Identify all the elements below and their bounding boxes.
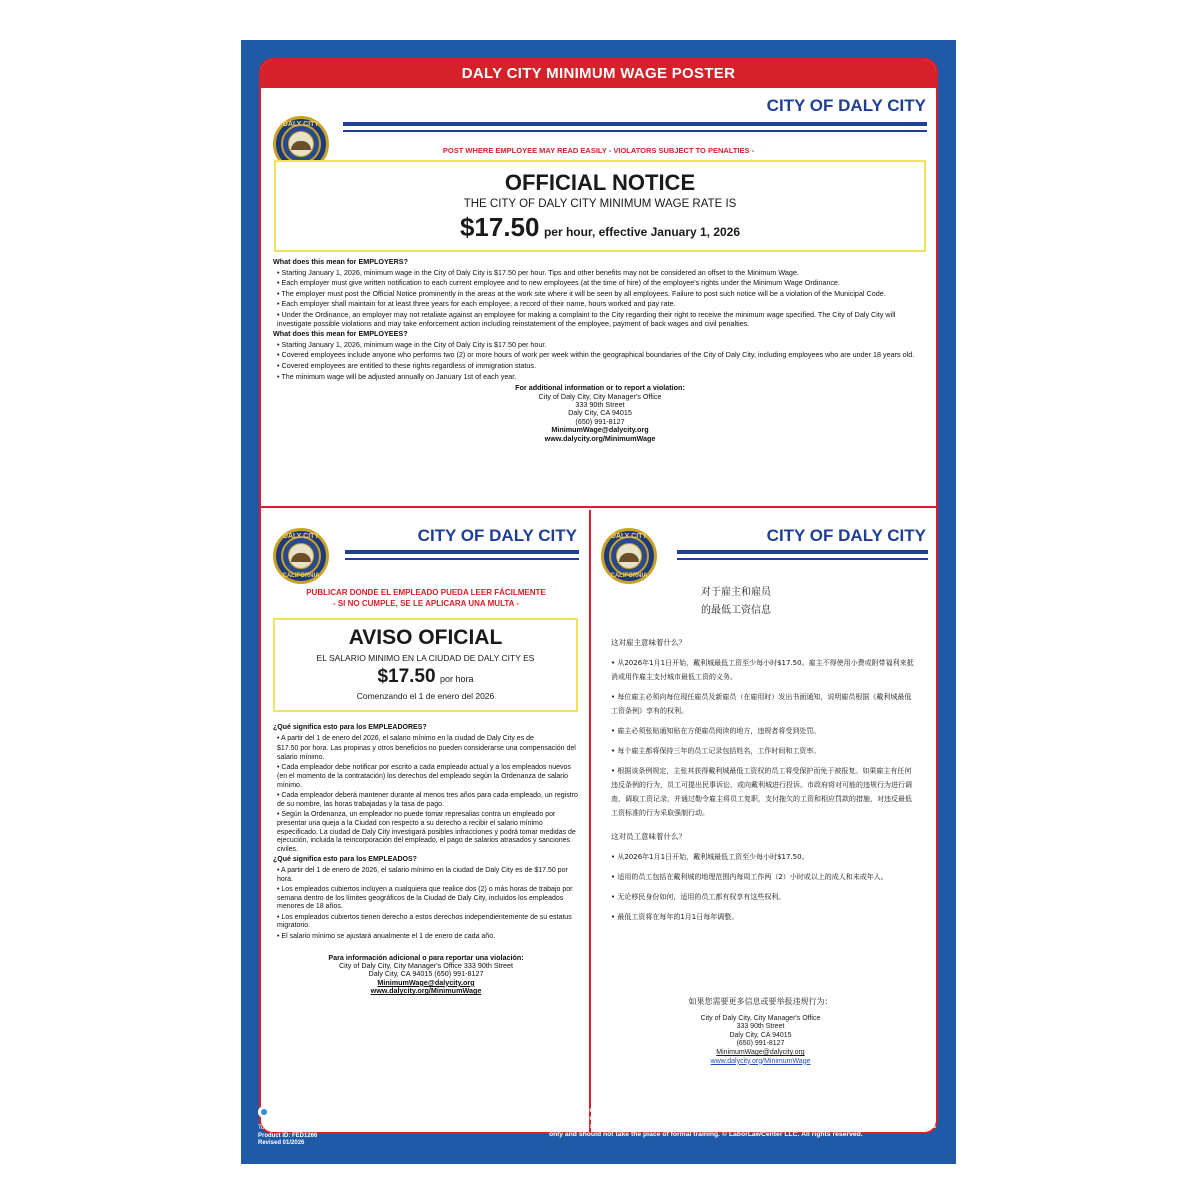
chinese-section — [593, 510, 936, 1134]
list-item: • Starting January 1, 2026, minimum wage in the City of Daly City is $17.50 per hour. Tips and other benefits may not be considered an offset to the Minimum Wage. — [277, 267, 799, 277]
wage-rate-suffix: por hora — [440, 674, 474, 684]
city-seal-icon: DALY CITY CALIFORNIA — [601, 528, 657, 584]
contact-email: MinimumWage@dalycity.org — [377, 977, 475, 987]
list-item: • El salario mínimo se ajustará anualmente el 1 de enero de cada año. — [277, 933, 496, 941]
contact-email: MinimumWage@dalycity.org — [551, 425, 649, 435]
contact-line: City of Daly City, City Manager's Office — [538, 391, 662, 401]
wage-rate: $17.50 — [459, 212, 540, 242]
city-title: CITY OF DALY CITY — [766, 96, 926, 115]
title-rule-thin — [345, 558, 579, 560]
contact-line: 333 90th Street — [575, 399, 625, 409]
list-item: • 每个雇主都将保持三年的员工记录包括姓名，工作时间和工资率。 — [611, 747, 821, 755]
contact-line: Daly City, CA 94015 (650) 991-8127 — [368, 969, 484, 979]
spanish-section — [261, 510, 591, 1134]
list-item: • 根据该条例规定，主张其获得戴利城最低工资权的员工将受保护而免于被报复。如果雇主有任何违反条例的行为，员工可提出民事诉讼，或向戴利城进行投诉。市政府将对可能的违规行为进行调查，调取工资记录，并通过勒令雇主将员工复职，支付拖欠的工资和相应罚款的措施，对违反最低工资标准的行为采取强制行动。 — [611, 767, 912, 817]
english-body — [273, 256, 927, 443]
title-rule — [343, 122, 927, 126]
post-notice: PUBLICAR DONDE EL EMPLEADO PUEDA LEER FÁCILMENTE — [306, 588, 546, 597]
poster-title: DALY CITY MINIMUM WAGE POSTER — [261, 60, 936, 88]
notice-title: OFFICIAL NOTICE — [504, 170, 696, 195]
product-id: Product ID: FED1266 — [258, 1132, 318, 1139]
list-item: • Covered employees are entitled to these rights regardless of immigration status. — [277, 360, 536, 370]
contact-line: 333 90th Street — [736, 1023, 785, 1031]
employers-heading: 这对雇主意味着什么？ — [611, 638, 686, 647]
notice-title: AVISO OFICIAL — [348, 626, 503, 649]
publisher-logo — [258, 1104, 528, 1119]
contact-line: Daly City, CA 94015 — [568, 408, 632, 418]
employees-heading: What does this mean for EMPLOYEES? — [273, 329, 408, 339]
title-rule-thin — [677, 558, 928, 560]
spanish-body — [273, 722, 579, 996]
list-item: • Los empleados cubiertos tienen derecho a estos derechos independientemente de su estatus migratorio. — [277, 913, 572, 930]
list-item: • 最低工资将在每年的1月1日每年调整。 — [611, 913, 739, 921]
publisher-name: LaborLawCenter — [273, 1102, 352, 1113]
contact-line: City of Daly City, City Manager's Office 333 90th Street — [338, 961, 514, 971]
employees-heading: ¿Qué significa esto para los EMPLEADOS? — [273, 856, 417, 864]
list-item: • Según la Ordenanza, un empleador no puede tomar represalias contra un empleado por presentar una queja a la Ciudad con respecto a su derecho a recibir el salario mínimo especificado. La ciudad de Daly City investigará posibles infracciones y podrá tomar medidas de ejecución, incluida la reincorporación del empleado, el pago de salarios atrasados y sanciones civiles. — [277, 811, 576, 853]
list-item: • Each employer shall maintain for at least three years for each employee, a record of their name, hours worked and pay rate. — [277, 299, 676, 309]
contact-line: Daly City, CA 94015 — [729, 1031, 792, 1039]
contact-line: City of Daly City, City Manager's Office — [700, 1014, 821, 1022]
contact-line: (650) 991-8127 — [736, 1040, 785, 1048]
contact-line: (650) 991-8127 — [575, 416, 625, 426]
official-notice-box — [274, 160, 926, 252]
contact-heading: Para información adicional o para reportar una violación: — [328, 952, 524, 962]
list-item: • Under the Ordinance, an employer may not retaliate against an employee for making a complaint to the City regarding their right to receive the minimum wage specified. The City of Daly City will investigate possible violations and may take enforcement action including reinstatement of the employee, payment of back wages and civil penalties. — [277, 309, 896, 328]
wage-rate: $17.50 — [377, 666, 436, 687]
list-item: • 每位雇主必须向每位现任雇员及新雇员（在雇用时）发出书面通知，说明雇员根据《戴利城最低工资条例》享有的权利。 — [611, 693, 912, 715]
city-title: CITY OF DALY CITY — [417, 526, 577, 545]
list-item: • 适用的员工包括在戴利城的地理范围内每周工作两（2）小时或以上的成人和未成年人。 — [611, 873, 888, 881]
contact-heading: 如果您需要更多信息或要举报违规行为： — [688, 997, 833, 1006]
post-notice: POST WHERE EMPLOYEE MAY READ EASILY - VIOLATORS SUBJECT TO PENALTIES - — [442, 146, 755, 155]
official-notice-box — [273, 618, 578, 712]
list-item: • Cada empleador deberá mantener durante al menos tres años para cada empleado, un registro de su nombre, las horas trabajadas y la tasa de pago. — [277, 792, 578, 808]
list-item: • Los empleados cubiertos incluyen a cualquiera que realice dos (2) o más horas de trabajo por semana dentro de los límites geográficos de la Ciudad de Daly City, incluidos los empleados menores de 18 años. — [277, 886, 573, 911]
chinese-body — [611, 630, 915, 930]
reorder-info: To re-order call, 1-800-745-9970 or visit, www.LaborLawCenter.com — [258, 1125, 438, 1132]
list-item: • 从2026年1月1日开始，戴利城最低工资至少每小时$17.50。雇主不得使用小费或附带福利来抵消或用作雇主支付城市最低工资的义务。 — [611, 659, 914, 681]
wage-rate-suffix: per hour, effective January 1, 2026 — [543, 225, 741, 239]
chinese-heading — [593, 584, 879, 620]
contact-website: www.dalycity.org/MinimumWage — [370, 986, 482, 996]
footer-disclaimer: LaborLawCenter LLC does NOT assume responsibility for the use, actions, or decisions made by the employer. LaborLawCenter LLC is NOT providing any legal advice or legal opinion by selling this poster. It is highly recommended that you consult with a legal advisor for your specific situation. The content on this poster is for informational purposes only and should not take the place of formal training. © LaborLawCenter LLC. All rights reserved. — [549, 1107, 937, 1139]
chinese-heading-line: 对于雇主和雇员 — [701, 587, 771, 598]
list-item: • Each employer must give written notification to each current employee and to new employees (at the time of hire) of the employee's rights under the Minimum Wage Ordinance. — [277, 278, 840, 288]
contact-block — [273, 384, 927, 443]
publisher-logo-icon — [258, 1106, 270, 1118]
list-item: • 雇主必须张贴通知贴在方便雇员阅读的地方，违规者将受到处罚。 — [611, 727, 821, 735]
employers-heading: ¿Qué significa esto para los EMPLEADORES? — [273, 724, 427, 731]
list-item: • Covered employees include anyone who performs two (2) or more hours of work per week within the geographical boundaries of the City of Daly City, including employees who are under 18 years old. — [277, 350, 915, 360]
chinese-heading-line: 的最低工资信息 — [701, 605, 771, 616]
post-notice-penalty: - SI NO CUMPLE, SE LE APLICARA UNA MULTA - — [332, 599, 520, 608]
contact-block — [593, 998, 928, 1066]
city-seal-icon: DALY CITY — [273, 116, 329, 172]
notice-subtitle: THE CITY OF DALY CITY MINIMUM WAGE RATE IS — [463, 198, 737, 210]
poster-background — [241, 40, 956, 1164]
city-title: CITY OF DALY CITY — [766, 526, 926, 545]
effective-date: Comenzando el 1 de enero del 2026 — [356, 691, 495, 701]
employees-heading: 这对员工意味着什么？ — [611, 832, 686, 841]
poster-card — [259, 58, 938, 1134]
list-item: • Starting January 1, 2026, minimum wage in the City of Daly City is $17.50 per hour. — [277, 339, 547, 349]
employers-heading: What does this mean for EMPLOYERS? — [273, 257, 408, 266]
contact-block — [273, 954, 579, 996]
revised-date: Revised 01/2026 — [258, 1140, 305, 1147]
publisher-subtitle: an ExcelHire Company — [273, 1112, 320, 1118]
title-rule — [677, 550, 928, 554]
contact-website: www.dalycity.org/MinimumWage — [710, 1057, 811, 1065]
list-item: • The employer must post the Official Notice prominently in the areas at the work site where it will be seen by all employees. Failure to post such notice will be a violation of the Municipal Code. — [277, 288, 886, 298]
contact-email: MinimumWage@dalycity.org — [716, 1048, 805, 1056]
english-section — [261, 88, 936, 508]
contact-website: www.dalycity.org/MinimumWage — [544, 433, 656, 443]
footer-publisher — [258, 1104, 528, 1148]
list-item: • The minimum wage will be adjusted annually on January 1st of each year. — [277, 371, 517, 381]
city-seal-icon: DALY CITY CALIFORNIA — [273, 528, 329, 584]
title-rule — [345, 550, 579, 554]
list-item: $17.50 por hora. Las propinas y otros beneficios no pueden considerarse una compensación del salario mínimo. — [277, 745, 576, 761]
notice-subtitle: EL SALARIO MINIMO EN LA CIUDAD DE DALY CITY ES — [316, 653, 535, 663]
list-item: • 从2026年1月1日开始，戴利城最低工资至少每小时$17.50。 — [611, 853, 809, 861]
list-item: • A partir del 1 de enero de 2026, el salario mínimo en la ciudad de Daly City es de $17.50 por hora. — [277, 866, 568, 883]
contact-heading: For additional information or to report a violation: — [515, 383, 685, 393]
list-item: • 无论移民身份如何，适用的员工都有权享有这些权利。 — [611, 893, 786, 901]
list-item: • Cada empleador debe notificar por escrito a cada empleado actual y a los empleados nuevos (en el momento de la contratación) los derechos del empleado según la Ordenanza de salario mínimo. — [277, 764, 571, 789]
title-rule-thin — [343, 130, 927, 132]
list-item: • A partir del 1 de enero del 2026, el salario mínimo en la ciudad de Daly City es de — [277, 734, 534, 742]
